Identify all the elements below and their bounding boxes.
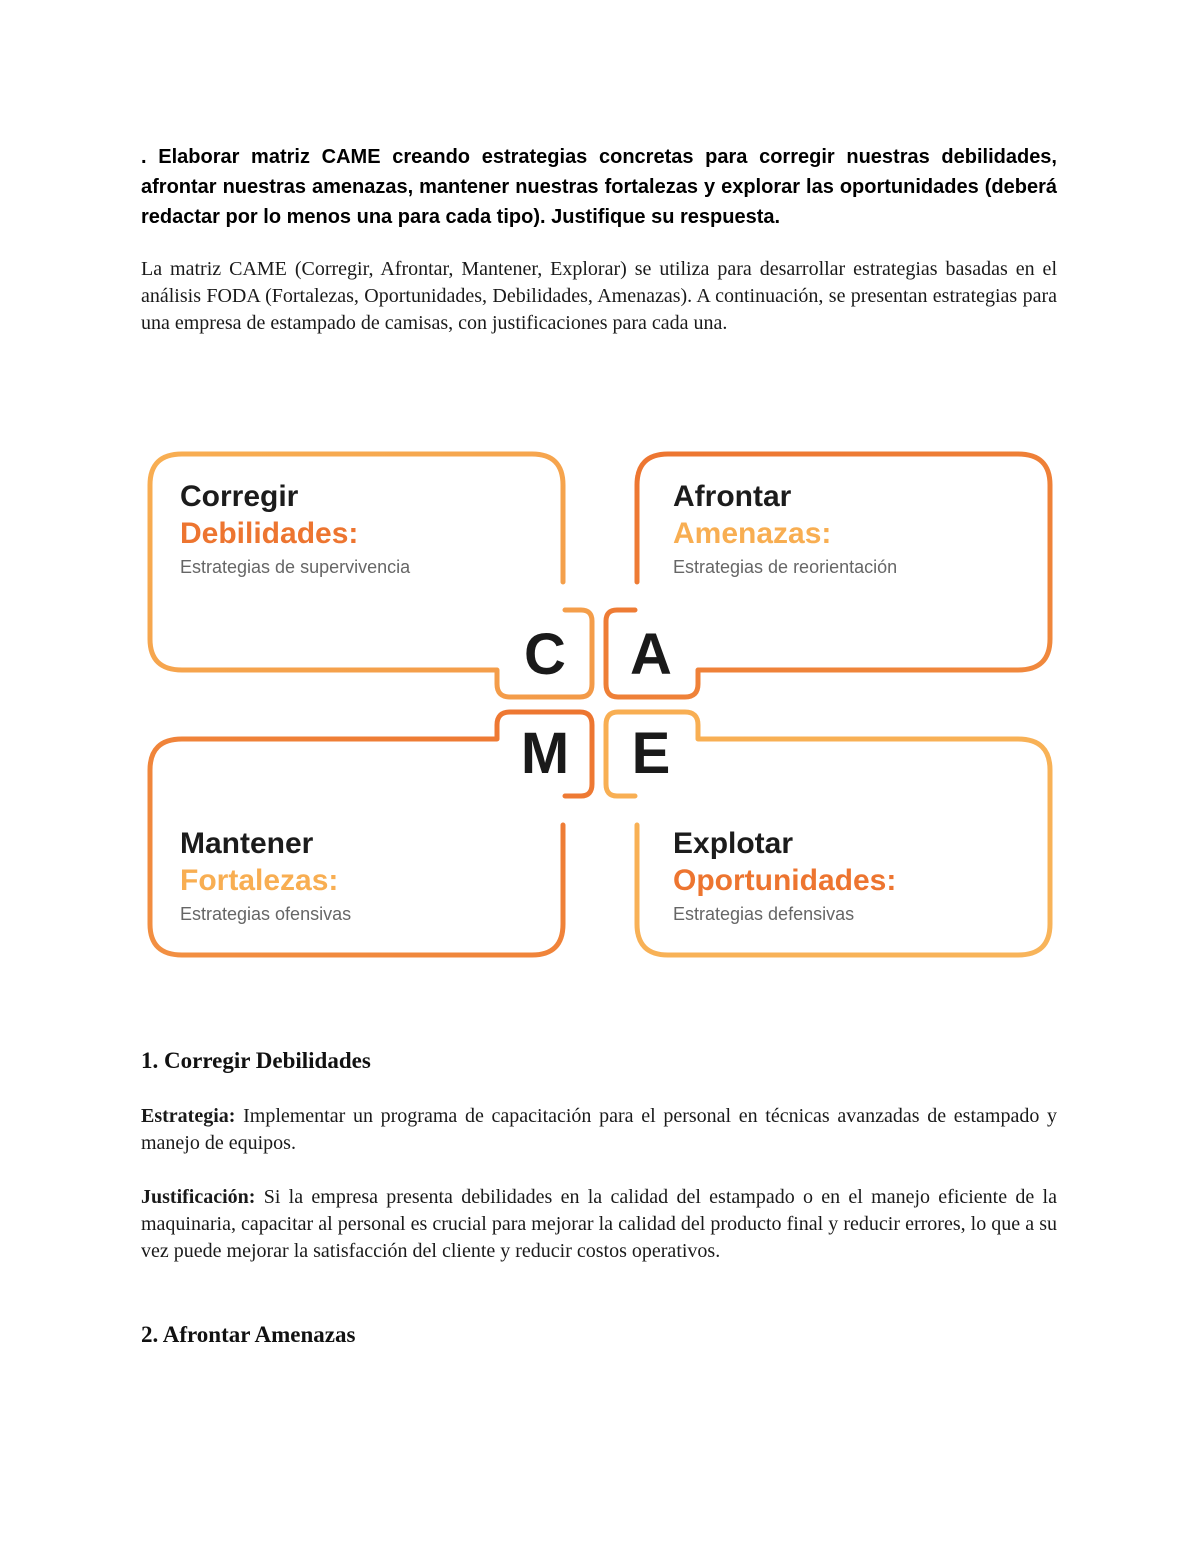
came-matrix-figure [140, 440, 1060, 970]
section2-heading: 2. Afrontar Amenazas [141, 1322, 356, 1347]
strategy-label: Estrategia: [141, 1105, 236, 1127]
mantener-verb: Mantener [180, 827, 314, 860]
intro-paragraph: La matriz CAME (Corregir, Afrontar, Mantener, Explorar) se utiliza para desarrollar estrategias basadas en el análisis FODA (Fortalezas, Oportunidades, Debilidades, Amenazas). A continuación, se presentan estrategias para una empresa de estampado de camisas, con justificaciones para cada una. [141, 258, 1057, 334]
question-prompt: . Elaborar matriz CAME creando estrategias concretas para corregir nuestras debilidades, afrontar nuestras amenazas, mantener nuestras fortalezas y explorar las oportunidades (deberá redactar por lo menos una para cada tipo). Justifique su respuesta. [141, 146, 1057, 228]
explotar-quadrant [673, 825, 896, 929]
corregir-subtitle: Estrategias de supervivencia [180, 557, 411, 577]
explotar-object: Oportunidades: [673, 864, 897, 897]
corregir-quadrant [180, 478, 410, 582]
section1-strategy [141, 1103, 1057, 1157]
justification-text: Si la empresa presenta debilidades en la calidad del estampado o en el manejo eficiente de la maquinaria, capacitar al personal es crucial para mejorar la calidad del producto final y reducir errores, lo que a su vez puede mejorar la satisfacción del cliente y reducir costos operativos. [141, 1186, 1057, 1262]
explotar-verb: Explotar [673, 827, 794, 860]
section1-heading: 1. Corregir Debilidades [141, 1048, 371, 1073]
afrontar-quadrant [673, 478, 897, 582]
corregir-object: Debilidades: [180, 517, 359, 550]
mantener-subtitle: Estrategias ofensivas [180, 904, 352, 924]
letter-m: M [520, 721, 570, 786]
mantener-object: Fortalezas: [180, 864, 339, 897]
section1-justification [141, 1184, 1057, 1265]
letter-e: E [631, 721, 671, 786]
justification-label: Justificación: [141, 1186, 256, 1208]
letter-c: C [524, 622, 566, 687]
letter-a: A [630, 622, 672, 687]
afrontar-verb: Afrontar [673, 480, 792, 513]
corregir-verb: Corregir [180, 480, 299, 513]
mantener-quadrant [180, 825, 351, 929]
afrontar-subtitle: Estrategias de reorientación [673, 557, 898, 577]
explotar-subtitle: Estrategias defensivas [673, 904, 855, 924]
strategy-text: Implementar un programa de capacitación para el personal en técnicas avanzadas de estampado y manejo de equipos. [141, 1105, 1057, 1154]
afrontar-object: Amenazas: [673, 517, 832, 550]
